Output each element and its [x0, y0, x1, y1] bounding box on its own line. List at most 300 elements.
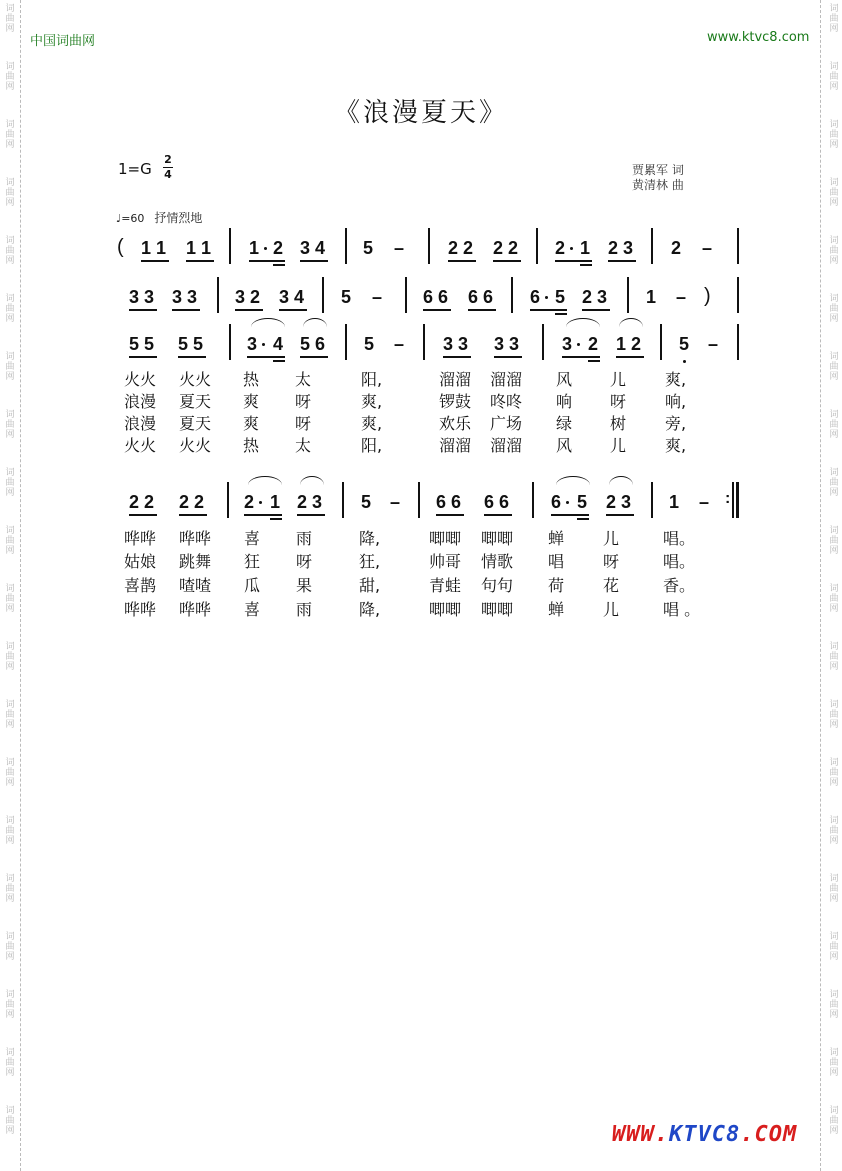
- watermark-char: 词: [5, 294, 15, 304]
- note: 2 3: [297, 492, 323, 512]
- underline: [606, 514, 634, 516]
- slur: [609, 476, 633, 485]
- underline: [608, 260, 636, 262]
- slur: [300, 476, 324, 485]
- staff-row-2: [0, 277, 842, 321]
- watermark-char: 词: [5, 526, 15, 536]
- note: 3: [247, 334, 258, 354]
- watermark-right: [828, 642, 840, 672]
- note: 2: [555, 238, 566, 258]
- note: 2 2: [129, 492, 155, 512]
- watermark-left: [4, 410, 16, 440]
- watermark-char: 网: [5, 1068, 15, 1078]
- lyric-word: 咚咚: [490, 392, 523, 411]
- lyric-word: 溜溜: [490, 436, 523, 455]
- underline: [141, 260, 169, 262]
- watermark-right: [828, 178, 840, 208]
- watermark-char: 网: [829, 1126, 839, 1136]
- watermark-char: 词: [5, 990, 15, 1000]
- lyric-word: 热: [243, 370, 260, 389]
- watermark-char: 网: [829, 1010, 839, 1020]
- note: 3 4: [279, 287, 305, 307]
- watermark-char: 曲: [5, 652, 15, 662]
- lyric-word: 喜鹊: [124, 576, 157, 595]
- note: 6: [551, 492, 562, 512]
- watermark-char: 网: [829, 24, 839, 34]
- underline: [270, 518, 282, 520]
- note: 5 6: [300, 334, 326, 354]
- barline: [342, 482, 344, 518]
- watermark-right: [828, 4, 840, 34]
- underline: [273, 360, 285, 362]
- watermark-char: 词: [5, 410, 15, 420]
- lyric-word: 旁,: [665, 414, 687, 433]
- underline: [279, 309, 307, 311]
- watermark-char: 词: [829, 758, 839, 768]
- watermark-left: [4, 4, 16, 34]
- dash: –: [702, 238, 713, 258]
- watermark-char: 曲: [5, 304, 15, 314]
- logo-part-brand: KTVC8: [668, 1122, 741, 1147]
- underline: [423, 309, 451, 311]
- watermark-right: [828, 700, 840, 730]
- lyric-word: 树: [610, 414, 627, 433]
- lyric-word: 响: [556, 392, 573, 411]
- note: 5 5: [178, 334, 204, 354]
- watermark-char: 网: [5, 894, 15, 904]
- lyric-word: 蝉: [548, 600, 565, 619]
- lyric-word: 溜溜: [490, 370, 523, 389]
- underline: [186, 260, 214, 262]
- lyric-word: 雨: [296, 529, 313, 548]
- lyric-word: 唧唧: [481, 529, 514, 548]
- watermark-char: 词: [5, 816, 15, 826]
- lyric-word: 浪漫: [124, 414, 157, 433]
- lyric-word: 降,: [359, 529, 381, 548]
- lyric-word: 唱 。: [663, 600, 701, 619]
- lyric-word: 唧唧: [429, 529, 462, 548]
- note: 6 6: [423, 287, 449, 307]
- dash: –: [699, 492, 710, 512]
- lyric-word: 夏天: [179, 392, 212, 411]
- watermark-char: 词: [829, 1048, 839, 1058]
- close-paren: ): [704, 285, 711, 307]
- note: 6 6: [436, 492, 462, 512]
- watermark-char: 网: [829, 140, 839, 150]
- watermark-char: 网: [829, 372, 839, 382]
- watermark-char: 词: [5, 120, 15, 130]
- open-paren: (: [117, 236, 124, 258]
- barline: [737, 324, 739, 360]
- watermark-char: 网: [5, 778, 15, 788]
- lyric-word: 花: [603, 576, 620, 595]
- lyric-word: 太: [295, 436, 312, 455]
- watermark-char: 词: [829, 410, 839, 420]
- underline: [494, 356, 522, 358]
- underline: [129, 309, 157, 311]
- watermark-left: [4, 178, 16, 208]
- watermark-char: 词: [5, 932, 15, 942]
- watermark-char: 词: [829, 4, 839, 14]
- barline: [737, 228, 739, 264]
- watermark-char: 网: [5, 662, 15, 672]
- watermark-left: [4, 1048, 16, 1078]
- lyric-word: 香。: [663, 576, 696, 595]
- watermark-left: [4, 758, 16, 788]
- staff-row-4: [0, 482, 842, 526]
- lyric-word: 狂,: [359, 552, 381, 571]
- watermark-char: 曲: [829, 652, 839, 662]
- barline: [511, 277, 513, 313]
- watermark-char: 曲: [829, 942, 839, 952]
- watermark-char: 词: [5, 4, 15, 14]
- dash: –: [708, 334, 719, 354]
- dot: [259, 501, 262, 504]
- dash: –: [372, 287, 383, 307]
- underline: [448, 260, 476, 262]
- note: 2: [244, 492, 255, 512]
- lyric-word: 阳,: [361, 370, 383, 389]
- note: 2 3: [608, 238, 634, 258]
- watermark-char: 曲: [5, 594, 15, 604]
- watermark-char: 曲: [829, 884, 839, 894]
- composer: 黄清林 曲: [632, 178, 684, 192]
- underline: [577, 518, 589, 520]
- lyric-word: 唧唧: [481, 600, 514, 619]
- note: 3 3: [494, 334, 520, 354]
- watermark-char: 网: [829, 720, 839, 730]
- underline: [300, 356, 328, 358]
- watermark-char: 曲: [5, 1058, 15, 1068]
- lyric-word: 哗哗: [124, 600, 157, 619]
- lyric-word: 唱: [548, 552, 565, 571]
- right-dashed-border: [820, 0, 821, 1171]
- watermark-char: 曲: [829, 826, 839, 836]
- song-title: 《浪漫夏天》: [333, 98, 508, 128]
- lyric-word: 儿: [610, 370, 627, 389]
- barline: [418, 482, 420, 518]
- lyric-word: 句句: [481, 576, 514, 595]
- lyric-word: 狂: [244, 552, 261, 571]
- watermark-char: 词: [829, 1106, 839, 1116]
- lyric-word: 火火: [124, 436, 157, 455]
- barline: [345, 324, 347, 360]
- lyric-word: 浪漫: [124, 392, 157, 411]
- watermark-char: 曲: [5, 420, 15, 430]
- lyric-word: 风: [556, 370, 573, 389]
- lyric-word: 绿: [556, 414, 573, 433]
- note: 3 3: [172, 287, 198, 307]
- note: 3: [562, 334, 573, 354]
- dash: –: [394, 238, 405, 258]
- note: 3 3: [443, 334, 469, 354]
- lyric-word: 姑娘: [124, 552, 157, 571]
- watermark-char: 曲: [829, 246, 839, 256]
- lyric-word: 爽,: [665, 436, 687, 455]
- watermark-char: 曲: [829, 420, 839, 430]
- time-signature-bottom: 4: [164, 168, 172, 181]
- lyric-word: 儿: [603, 529, 620, 548]
- watermark-char: 曲: [829, 72, 839, 82]
- site-url-right[interactable]: www.ktvc8.com: [707, 30, 810, 45]
- lyric-word: 情歌: [481, 552, 514, 571]
- note: 5: [577, 492, 588, 512]
- note: 5: [341, 287, 352, 307]
- underline: [468, 309, 496, 311]
- lyric-word: 热: [243, 436, 260, 455]
- watermark-right: [828, 1048, 840, 1078]
- barline: [737, 277, 739, 313]
- barline: [227, 482, 229, 518]
- watermark-char: 词: [5, 468, 15, 478]
- watermark-char: 网: [5, 198, 15, 208]
- note: 5: [364, 334, 375, 354]
- note: 5 5: [129, 334, 155, 354]
- lyric-word: 爽,: [361, 414, 383, 433]
- watermark-char: 曲: [5, 1116, 15, 1126]
- watermark-left: [4, 1106, 16, 1136]
- watermark-char: 网: [829, 82, 839, 92]
- watermark-char: 词: [5, 1048, 15, 1058]
- lyric-word: 呀: [603, 552, 620, 571]
- note: 5: [363, 238, 374, 258]
- note: 6 6: [484, 492, 510, 512]
- watermark-char: 曲: [829, 478, 839, 488]
- watermark-right: [828, 584, 840, 614]
- barline: [345, 228, 347, 264]
- watermark-char: 网: [5, 546, 15, 556]
- watermark-char: 网: [5, 604, 15, 614]
- barline: [627, 277, 629, 313]
- watermark-char: 词: [829, 874, 839, 884]
- note: 1 1: [141, 238, 167, 258]
- watermark-char: 网: [829, 1068, 839, 1078]
- watermark-char: 网: [5, 952, 15, 962]
- underline: [493, 260, 521, 262]
- lyric-word: 广场: [490, 414, 523, 433]
- watermark-left: [4, 700, 16, 730]
- watermark-char: 曲: [5, 246, 15, 256]
- key-signature: 1=G: [118, 160, 152, 178]
- lyric-word: 跳舞: [179, 552, 212, 571]
- watermark-char: 曲: [829, 1058, 839, 1068]
- final-barline: [736, 482, 739, 518]
- watermark-left: [4, 584, 16, 614]
- watermark-char: 词: [829, 178, 839, 188]
- lyric-word: 甜,: [359, 576, 381, 595]
- watermark-char: 曲: [5, 942, 15, 952]
- note: 1 2: [616, 334, 642, 354]
- barline: [542, 324, 544, 360]
- barline: [651, 228, 653, 264]
- watermark-char: 曲: [829, 304, 839, 314]
- watermark-char: 词: [829, 120, 839, 130]
- watermark-left: [4, 62, 16, 92]
- watermark-char: 词: [829, 584, 839, 594]
- note: 2 3: [606, 492, 632, 512]
- lyric-word: 果: [296, 576, 313, 595]
- watermark-char: 词: [5, 178, 15, 188]
- watermark-char: 词: [829, 642, 839, 652]
- dash: –: [676, 287, 687, 307]
- dot: [577, 343, 580, 346]
- note: 2 2: [493, 238, 519, 258]
- lyric-word: 呀: [295, 392, 312, 411]
- watermark-char: 曲: [5, 188, 15, 198]
- barline: [732, 482, 734, 518]
- watermark-char: 词: [829, 236, 839, 246]
- watermark-right: [828, 1106, 840, 1136]
- lyric-word: 欢乐: [439, 414, 472, 433]
- site-name-left[interactable]: 中国词曲网: [30, 34, 96, 49]
- watermark-char: 曲: [829, 1116, 839, 1126]
- watermark-char: 词: [5, 642, 15, 652]
- underline: [555, 260, 592, 262]
- underline: [551, 514, 589, 516]
- watermark-char: 曲: [5, 362, 15, 372]
- watermark-char: 网: [829, 778, 839, 788]
- lyric-word: 呀: [296, 552, 313, 571]
- note: 2: [273, 238, 284, 258]
- watermark-char: 网: [829, 198, 839, 208]
- note: 6: [530, 287, 541, 307]
- tempo-value: ♩=60: [116, 212, 145, 225]
- watermark-char: 曲: [829, 188, 839, 198]
- underline: [580, 264, 592, 266]
- watermark-char: 曲: [5, 1000, 15, 1010]
- barline: [428, 228, 430, 264]
- time-signature: [163, 154, 173, 181]
- watermark-char: 词: [829, 294, 839, 304]
- dot: [566, 501, 569, 504]
- ktvc8-logo[interactable]: [612, 1122, 797, 1147]
- underline: [129, 514, 157, 516]
- watermark-char: 曲: [5, 130, 15, 140]
- dash: –: [394, 334, 405, 354]
- barline: [536, 228, 538, 264]
- barline: [532, 482, 534, 518]
- note: 2 2: [179, 492, 205, 512]
- watermark-char: 曲: [829, 710, 839, 720]
- watermark-char: 曲: [829, 536, 839, 546]
- watermark-char: 网: [829, 836, 839, 846]
- underline: [443, 356, 471, 358]
- watermark-char: 网: [829, 604, 839, 614]
- watermark-char: 词: [829, 352, 839, 362]
- watermark-char: 词: [5, 352, 15, 362]
- barline: [660, 324, 662, 360]
- underline: [273, 264, 285, 266]
- watermark-char: 网: [829, 952, 839, 962]
- watermark-char: 词: [829, 526, 839, 536]
- note: 5: [555, 287, 566, 307]
- watermark-char: 词: [829, 62, 839, 72]
- dash: –: [390, 492, 401, 512]
- watermark-left: [4, 642, 16, 672]
- barline: [405, 277, 407, 313]
- lyric-word: 风: [556, 436, 573, 455]
- watermark-right: [828, 816, 840, 846]
- watermark-char: 曲: [5, 710, 15, 720]
- underline: [588, 360, 600, 362]
- credits: [632, 163, 684, 193]
- lyric-word: 锣鼓: [439, 392, 472, 411]
- watermark-char: 网: [5, 314, 15, 324]
- watermark-char: 词: [829, 468, 839, 478]
- lyric-word: 爽: [243, 414, 260, 433]
- lyric-word: 唱。: [663, 552, 696, 571]
- underline: [555, 313, 567, 315]
- tempo-marking: [116, 209, 202, 226]
- watermark-char: 词: [5, 62, 15, 72]
- barline: [322, 277, 324, 313]
- watermark-char: 网: [5, 488, 15, 498]
- dot: [570, 247, 573, 250]
- watermark-char: 网: [5, 140, 15, 150]
- lyric-word: 唧唧: [429, 600, 462, 619]
- watermark-char: 曲: [829, 768, 839, 778]
- barline: [423, 324, 425, 360]
- watermark-left: [4, 932, 16, 962]
- watermark-right: [828, 758, 840, 788]
- note: 2 2: [448, 238, 474, 258]
- watermark-char: 词: [5, 700, 15, 710]
- watermark-char: 网: [829, 430, 839, 440]
- underline: [249, 260, 285, 262]
- underline: [562, 356, 600, 358]
- lyric-word: 帅哥: [429, 552, 462, 571]
- watermark-left: [4, 816, 16, 846]
- underline: [582, 309, 610, 311]
- note: 1: [669, 492, 680, 512]
- lyric-word: 哗哗: [179, 600, 212, 619]
- note: 1: [580, 238, 591, 258]
- lyric-word: 雨: [296, 600, 313, 619]
- lyric-word: 火火: [179, 436, 212, 455]
- watermark-char: 曲: [829, 14, 839, 24]
- lyric-word: 溜溜: [439, 436, 472, 455]
- note: 1: [270, 492, 281, 512]
- staff-row-1: [0, 228, 842, 272]
- note: 1: [646, 287, 657, 307]
- lyric-word: 儿: [610, 436, 627, 455]
- watermark-char: 网: [829, 488, 839, 498]
- watermark-char: 网: [829, 894, 839, 904]
- lyricist: 贾累军 词: [632, 163, 684, 177]
- barline: [217, 277, 219, 313]
- watermark-char: 曲: [5, 536, 15, 546]
- logo-part-com: .COM: [740, 1122, 798, 1147]
- watermark-char: 词: [829, 932, 839, 942]
- dot: [262, 343, 265, 346]
- note: 3 3: [129, 287, 155, 307]
- dot: [545, 296, 548, 299]
- watermark-char: 曲: [5, 478, 15, 488]
- lyric-word: 呀: [610, 392, 627, 411]
- watermark-char: 曲: [829, 1000, 839, 1010]
- watermark-char: 曲: [5, 72, 15, 82]
- watermark-char: 网: [5, 1126, 15, 1136]
- watermark-char: 词: [5, 1106, 15, 1116]
- dot: [264, 247, 267, 250]
- time-signature-top: 2: [164, 153, 172, 166]
- staff-row-3: [0, 324, 842, 368]
- note: 2: [671, 238, 682, 258]
- barline: [651, 482, 653, 518]
- lyric-word: 哗哗: [179, 529, 212, 548]
- watermark-char: 网: [829, 314, 839, 324]
- watermark-char: 词: [829, 816, 839, 826]
